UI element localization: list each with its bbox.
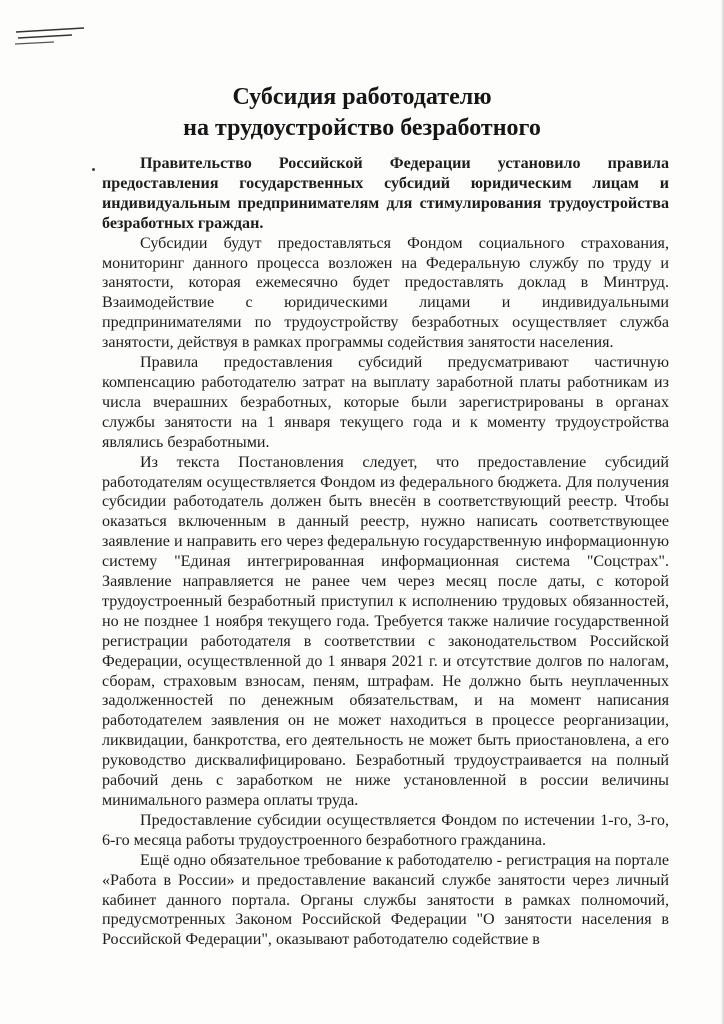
title-line-2: на трудоустройство безработного — [183, 115, 541, 141]
scan-artifact-marks — [14, 26, 86, 48]
paragraph-subsidy-provider: Субсидии будут предоставляться Фондом социального страхования, мониторинг данного процесса возложен на Федеральную службу по труду и занятости, которая ежемесячно будет предоставлять доклад в Минтруд. Взаимодействие с юридическими лицами и индивидуальными предпринимателями по трудоустройству безработных осуществляет служба занятости, действуя в рамках программы содействия занятости населения. — [102, 234, 669, 352]
lead-paragraph: Правительство Российской Федерации установило правила предоставления государственных субсидий юридическим лицам и индивидуальным предпринимателям для стимулирования трудоустройства безработных граждан. — [102, 155, 669, 232]
document-title — [0, 82, 724, 144]
title-line-1: Субсидия работодателю — [232, 84, 492, 110]
paragraph-registry-requirements: Из текста Постановления следует, что предоставление субсидий работодателям осуществляется Фондом из федерального бюджета. Для получения субсидии работодатель должен быть внесён в соответствующий реестр. Чтобы оказаться включенным в данный реестр, нужно написать соответствующее заявление и направить его через федеральную государственную информационную систему "Единая интегрированная информационная система "Соцстрах". Заявление направляется не ранее чем через месяц после даты, с которой трудоустроенный безработный приступил к исполнению трудовых обязанностей, но не позднее 1 ноября текущего года. Требуется также наличие государственной регистрации работодателя в соответствии с законодательством Российской Федерации, осуществленной до 1 января 2021 г. и отсутствие долгов по налогам, сборам, страховым взносам, пеням, штрафам. Не должно быть неуплаченных задолженностей по денежным обязательствам, и на момент написания работодателем заявления он не может находиться в процессе реорганизации, ликвидации, банкротства, его деятельность не может быть приостановлена, а его руководство дисквалифицировано. Безработный трудоустраивается на полный рабочий день с заработком не ниже установленной в россии величины минимального размера оплаты труда. — [102, 453, 669, 809]
paragraph-payment-schedule: Предоставление субсидии осуществляется Фондом по истечении 1-го, 3-го, 6-го месяца работы трудоустроенного безработного гражданина. — [102, 811, 669, 849]
document-body — [102, 154, 669, 950]
paragraph-compensation-rules: Правила предоставления субсидий предусматривают частичную компенсацию работодателю затрат на выплату заработной платы работникам из числа вчерашних безработных, которые были зарегистрированы в органах службы занятости на 1 января текущего года и к моменту трудоустройства являлись безработными. — [102, 354, 669, 451]
scan-speck — [92, 168, 95, 171]
paragraph-portal-requirement: Ещё одно обязательное требование к работодателю - регистрация на портале «Работа в России» и предоставление вакансий службе занятости через личный кабинет данного портала. Органы службы занятости в рамках полномочий, предусмотренных Законом Российской Федерации "О занятости населения в Российской Федерации", оказывают работодателю содействие в — [102, 851, 669, 949]
